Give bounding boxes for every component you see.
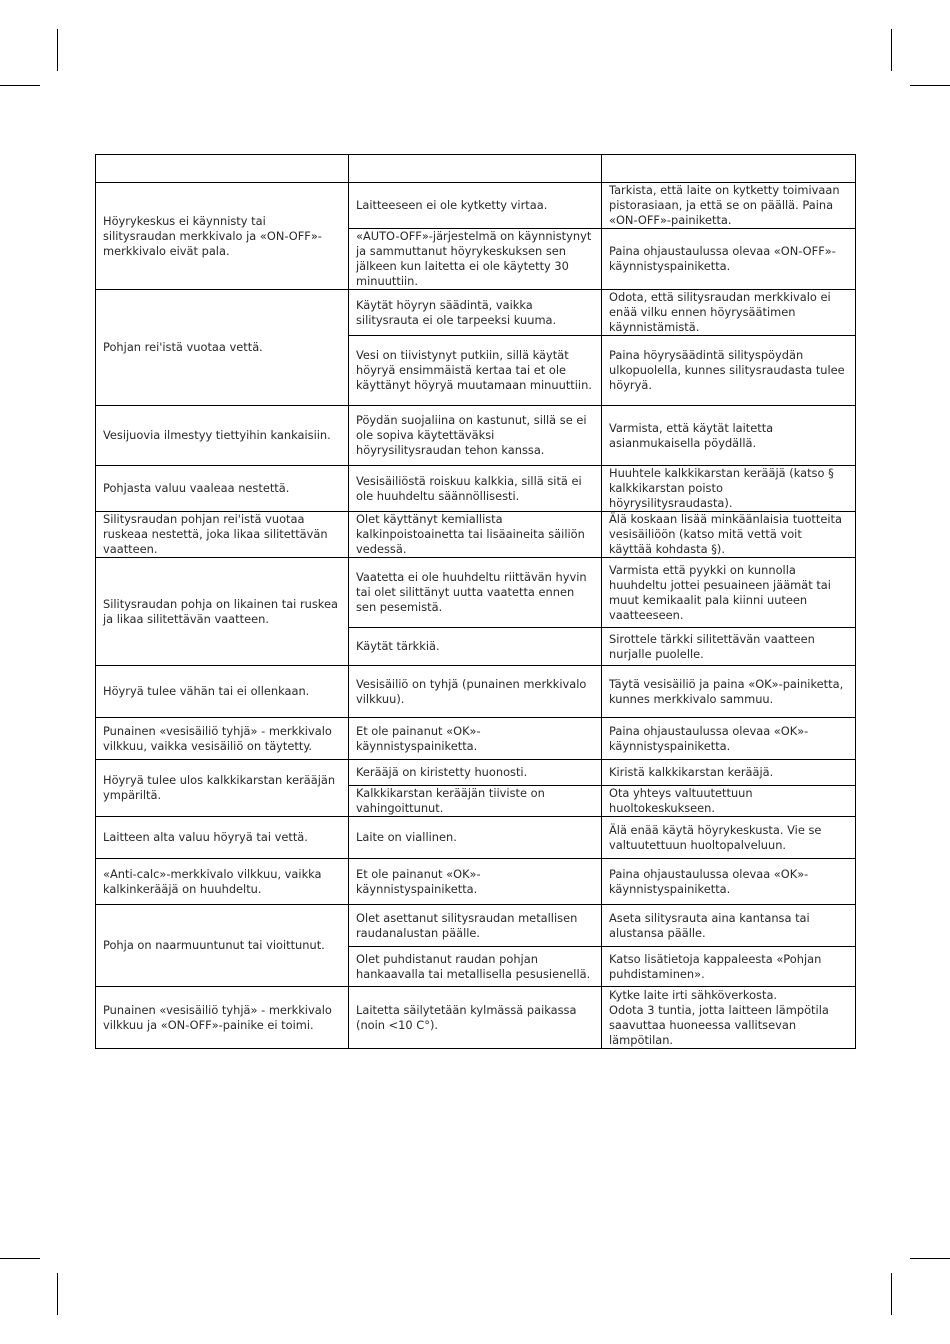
cause-cell: Vesisäiliöstä roiskuu kalkkia, sillä sitä ei ole huuhdeltu säännöllisesti.: [349, 466, 602, 512]
table-row: [96, 859, 856, 905]
crop-mark: [891, 29, 892, 71]
cause-cell: Käytät höyryn säädintä, vaikka silitysrauta ei ole tarpeeksi kuuma.: [349, 290, 602, 336]
cause-cell: Käytät tärkkiä.: [349, 628, 602, 666]
table-header-row: [96, 155, 856, 183]
solution-cell: Älä enää käytä höyrykeskusta. Vie se valtuutettuun huoltopalveluun.: [602, 817, 856, 859]
cause-cell: Laite on viallinen.: [349, 817, 602, 859]
crop-mark: [0, 1258, 40, 1259]
solution-cell: Varmista, että käytät laitetta asianmukaisella pöydällä.: [602, 406, 856, 466]
problem-cell: Höyryä tulee vähän tai ei ollenkaan.: [96, 666, 349, 718]
cause-cell: Kalkkikarstan kerääjän tiiviste on vahingoittunut.: [349, 786, 602, 817]
cause-cell: Vesisäiliö on tyhjä (punainen merkkivalo vilkkuu).: [349, 666, 602, 718]
crop-mark: [57, 29, 58, 71]
problem-cell: Laitteen alta valuu höyryä tai vettä.: [96, 817, 349, 859]
cause-cell: Et ole painanut «OK»-käynnistyspainiketta.: [349, 718, 602, 760]
table-row: [96, 466, 856, 512]
cause-cell: «AUTO-OFF»-järjestelmä on käynnistynyt ja sammuttanut höyrykeskuksen sen jälkeen kun laitetta ei ole käytetty 30 minuuttiin.: [349, 229, 602, 290]
solution-cell: Paina höyrysäädintä silityspöydän ulkopuolella, kunnes silitysraudasta tulee höyryä.: [602, 336, 856, 406]
solution-cell: Älä koskaan lisää minkäänlaisia tuotteita vesisäiliöön (katso mitä vettä voit käyttää kohdasta §).: [602, 512, 856, 558]
table-row: [96, 558, 856, 628]
solution-cell: Kiristä kalkkikarstan kerääjä.: [602, 760, 856, 786]
table-row: [96, 760, 856, 786]
problem-cell: «Anti-calc»-merkkivalo vilkkuu, vaikka kalkinkerääjä on huuhdeltu.: [96, 859, 349, 905]
table-row: [96, 987, 856, 1049]
problem-cell: Höyryä tulee ulos kalkkikarstan kerääjän ympäriltä.: [96, 760, 349, 817]
solution-cell: Sirottele tärkki silitettävän vaatteen nurjalle puolelle.: [602, 628, 856, 666]
table-row: [96, 183, 856, 229]
solution-cell: Tarkista, että laite on kytketty toimivaan pistorasiaan, ja että se on päällä. Paina «ON-OFF»-painiketta.: [602, 183, 856, 229]
cause-cell: Laitetta säilytetään kylmässä paikassa (noin <10 C°).: [349, 987, 602, 1049]
solution-cell: Varmista että pyykki on kunnolla huuhdeltu jottei pesuaineen jäämät tai muut kemikaalit pala kiinni uuteen vaatteeseen.: [602, 558, 856, 628]
problem-cell: Silitysraudan pohjan rei'istä vuotaa ruskeaa nestettä, joka likaa silitettävän vaatteen.: [96, 512, 349, 558]
crop-mark: [891, 1273, 892, 1315]
table-row: [96, 718, 856, 760]
solution-cell: Paina ohjaustaulussa olevaa «ON-OFF»-käynnistyspainiketta.: [602, 229, 856, 290]
table-row: [96, 290, 856, 336]
header-solution: [602, 155, 856, 183]
cause-cell: Et ole painanut «OK»-käynnistyspainiketta.: [349, 859, 602, 905]
solution-cell: Ota yhteys valtuutettuun huoltokeskukseen.: [602, 786, 856, 817]
cause-cell: Laitteeseen ei ole kytketty virtaa.: [349, 183, 602, 229]
cause-cell: Vaatetta ei ole huuhdeltu riittävän hyvin tai olet silittänyt uutta vaatetta ennen sen pesemistä.: [349, 558, 602, 628]
table-row: [96, 817, 856, 859]
problem-cell: Höyrykeskus ei käynnisty tai silitysraudan merkkivalo ja «ON-OFF»- merkkivalo eivät pala.: [96, 183, 349, 290]
solution-cell: Paina ohjaustaulussa olevaa «OK»-käynnistyspainiketta.: [602, 859, 856, 905]
table-row: [96, 512, 856, 558]
cause-cell: Olet puhdistanut raudan pohjan hankaavalla tai metallisella pesusienellä.: [349, 947, 602, 987]
solution-cell: Täytä vesisäiliö ja paina «OK»-painiketta, kunnes merkkivalo sammuu.: [602, 666, 856, 718]
solution-cell: Katso lisätietoja kappaleesta «Pohjan puhdistaminen».: [602, 947, 856, 987]
header-cause: [349, 155, 602, 183]
header-problem: [96, 155, 349, 183]
cause-cell: Vesi on tiivistynyt putkiin, sillä käytät höyryä ensimmäistä kertaa tai et ole käyttänyt höyryä muutamaan minuuttiin.: [349, 336, 602, 406]
problem-cell: Pohjan rei'istä vuotaa vettä.: [96, 290, 349, 406]
cause-cell: Olet asettanut silitysraudan metallisen raudanalustan päälle.: [349, 905, 602, 947]
solution-cell: Kytke laite irti sähköverkosta. Odota 3 tuntia, jotta laitteen lämpötila saavuttaa huoneessa vallitsevan lämpötilan.: [602, 987, 856, 1049]
solution-cell: Huuhtele kalkkikarstan kerääjä (katso § kalkkikarstan poisto höyrysilitysraudasta).: [602, 466, 856, 512]
crop-mark: [910, 1258, 950, 1259]
crop-mark: [0, 85, 40, 86]
problem-cell: Punainen «vesisäiliö tyhjä» - merkkivalo vilkkuu, vaikka vesisäiliö on täytetty.: [96, 718, 349, 760]
problem-cell: Pohja on naarmuuntunut tai vioittunut.: [96, 905, 349, 987]
solution-cell: Aseta silitysrauta aina kantansa tai alustansa päälle.: [602, 905, 856, 947]
crop-mark: [57, 1273, 58, 1315]
problem-cell: Pohjasta valuu vaaleaa nestettä.: [96, 466, 349, 512]
problem-cell: Punainen «vesisäiliö tyhjä» - merkkivalo vilkkuu ja «ON-OFF»-painike ei toimi.: [96, 987, 349, 1049]
cause-cell: Pöydän suojaliina on kastunut, sillä se ei ole sopiva käytettäväksi höyrysilitysraudan tehon kanssa.: [349, 406, 602, 466]
table-row: [96, 666, 856, 718]
solution-cell: Paina ohjaustaulussa olevaa «OK»-käynnistyspainiketta.: [602, 718, 856, 760]
troubleshooting-table: [95, 154, 856, 1049]
crop-mark: [910, 85, 950, 86]
solution-cell: Odota, että silitysraudan merkkivalo ei enää vilku ennen höyrysäätimen käynnistämistä.: [602, 290, 856, 336]
table-row: [96, 406, 856, 466]
problem-cell: Silitysraudan pohja on likainen tai ruskea ja likaa silitettävän vaatteen.: [96, 558, 349, 666]
table-row: [96, 905, 856, 947]
cause-cell: Olet käyttänyt kemiallista kalkinpoistoainetta tai lisäaineita säiliön vedessä.: [349, 512, 602, 558]
problem-cell: Vesijuovia ilmestyy tiettyihin kankaisiin.: [96, 406, 349, 466]
cause-cell: Kerääjä on kiristetty huonosti.: [349, 760, 602, 786]
